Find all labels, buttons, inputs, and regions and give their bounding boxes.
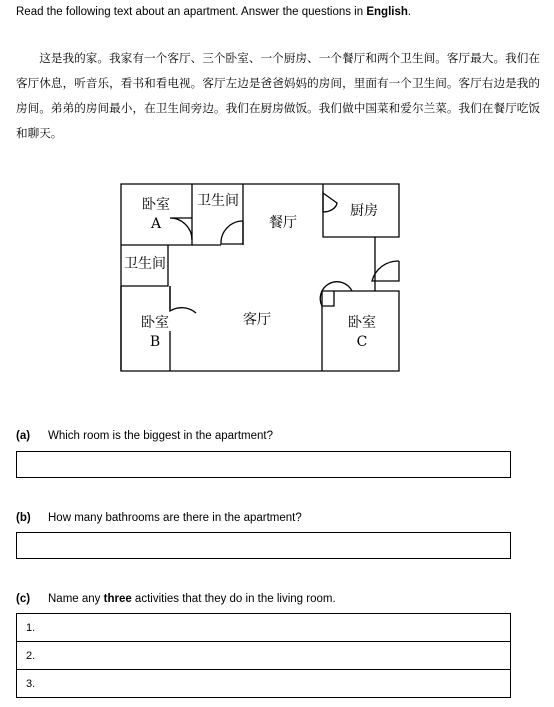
label-dining: 餐厅	[269, 215, 297, 231]
instructions: Read the following text about an apartment. Answer the questions in English.	[16, 6, 412, 18]
label-living: 客厅	[243, 312, 271, 328]
label-bedroom-a-letter: A	[150, 216, 162, 232]
door-main	[372, 261, 399, 281]
label-bedroom-b-letter: B	[149, 334, 161, 350]
label-bathroom-left: 卫生间	[124, 256, 166, 272]
answer-b-box[interactable]	[16, 532, 511, 559]
label-kitchen: 厨房	[350, 203, 378, 219]
answer-c-row-1[interactable]: 1.	[17, 614, 511, 642]
answer-c-row-3[interactable]: 3.	[17, 670, 511, 698]
instruction-emphasis: English	[366, 6, 408, 18]
question-a: (a) Which room is the biggest in the apartment?	[16, 430, 274, 442]
answer-c-row-2[interactable]: 2.	[17, 642, 511, 670]
question-b: (b) How many bathrooms are there in the apartment?	[16, 512, 302, 524]
label-bedroom-b: 卧室	[141, 315, 169, 331]
door-bedroom-c	[320, 282, 352, 306]
door-bedroom-a	[170, 218, 192, 240]
label-bathroom-top: 卫生间	[197, 193, 239, 209]
bedroom-a-wall	[121, 184, 192, 245]
question-c: (c) Name any three activities that they do in the living room.	[16, 593, 336, 605]
label-bedroom-a: 卧室	[142, 197, 170, 213]
answer-c-table	[16, 613, 511, 698]
door-bathroom-top	[221, 221, 243, 244]
question-c-emphasis: three	[103, 593, 132, 605]
label-bedroom-c: 卧室	[348, 315, 376, 331]
door-kitchen	[323, 193, 337, 212]
door-bedroom-b	[170, 286, 196, 313]
reading-passage: 这是我的家。我家有一个客厅、三个卧室、一个厨房、一个餐厅和两个卫生间。客厅最大。我们在客厅休息，听音乐，看书和看电视。客厅左边是爸爸妈妈的房间，里面有一个卫生间。客厅右边是我的房间。弟弟的房间最小，在卫生间旁边。我们在厨房做饭。我们做中国菜和爱尔兰菜。我们在餐厅吃饭和聊天。	[16, 51, 540, 140]
label-bedroom-c-letter: C	[356, 334, 368, 350]
answer-a-box[interactable]	[16, 451, 511, 478]
bedroom-c-wall	[322, 291, 375, 371]
